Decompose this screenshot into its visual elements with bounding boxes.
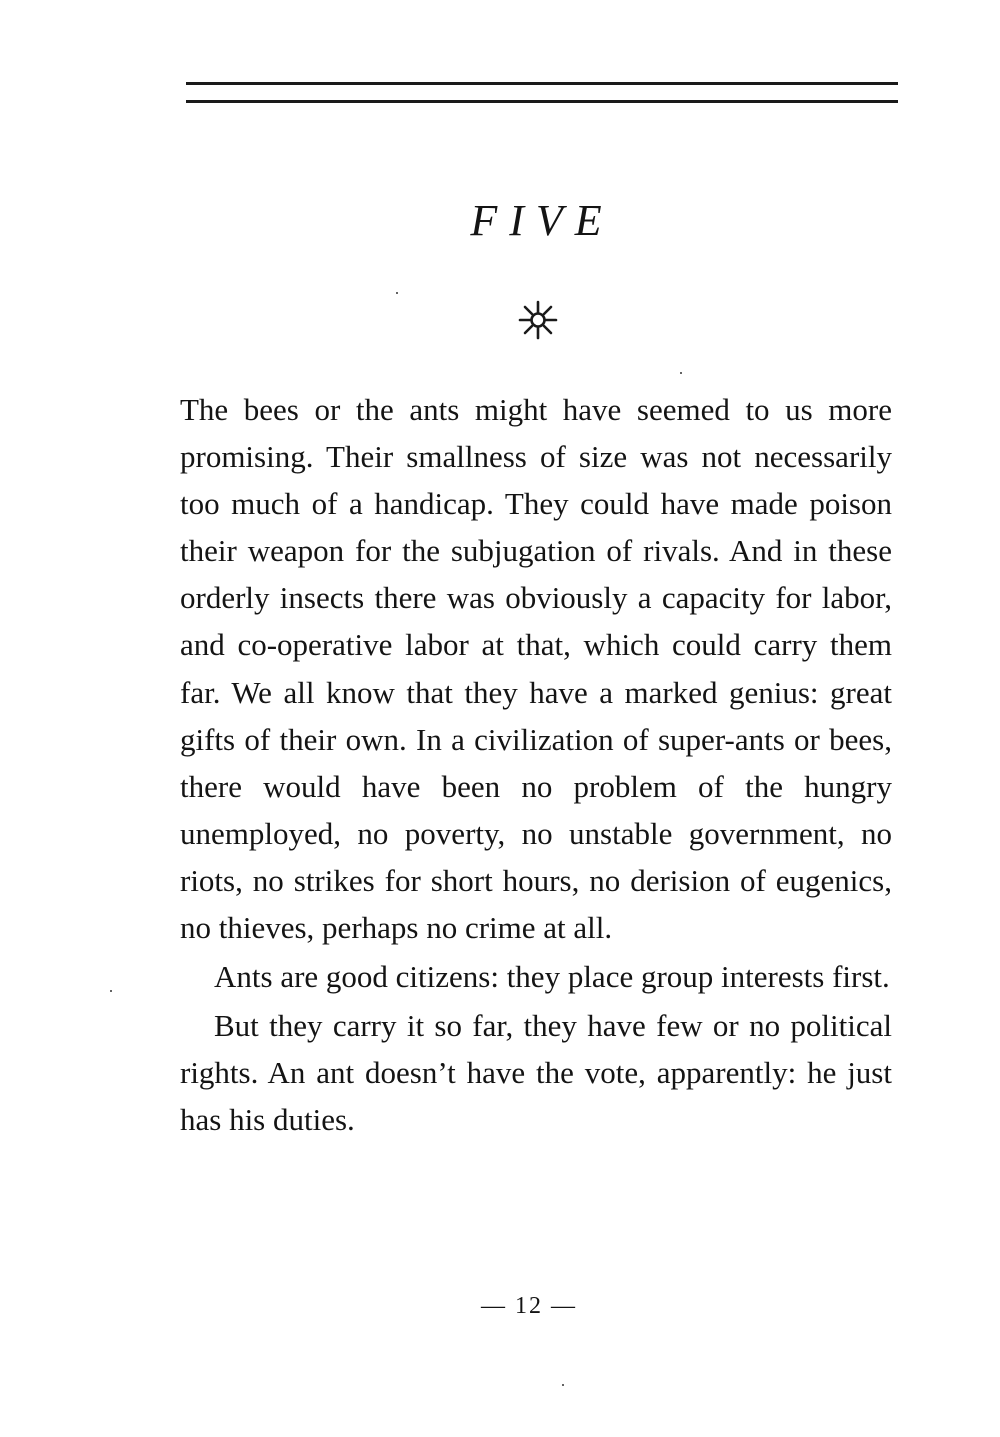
chapter-title: FIVE xyxy=(470,196,614,245)
header-rule-top xyxy=(186,82,898,85)
print-speck xyxy=(396,292,398,294)
star-ornament-icon xyxy=(518,300,558,340)
print-speck xyxy=(562,1384,564,1386)
paragraph: Ants are good citizens: they place group interests first. xyxy=(214,959,890,995)
body-text xyxy=(180,386,892,1144)
paragraph: The bees or the ants might have seemed to us more promising. Their smallness of size was not necessarily too much of a handicap. They could have made poison their weapon for the subjugation of rivals. And in these orderly insects there was obviously a capacity for labor, and co-operative labor at that, which could carry them far. We all know that they have a marked genius: great gifts of their own. In a civilization of super-ants or bees, there would have been no problem of the hungry unemployed, no poverty, no unstable government, no riots, no strikes for short hours, no derision of eugenics, no thieves, perhaps no crime at all. xyxy=(180,392,892,946)
print-speck xyxy=(680,372,682,374)
paragraph: But they carry it so far, they have few or no political rights. An ant doesn’t have the vote, apparently: he just has his duties. xyxy=(180,1008,892,1138)
page-number: — 12 — xyxy=(481,1293,577,1319)
print-speck xyxy=(110,990,112,992)
header-rule-bottom xyxy=(186,100,898,103)
